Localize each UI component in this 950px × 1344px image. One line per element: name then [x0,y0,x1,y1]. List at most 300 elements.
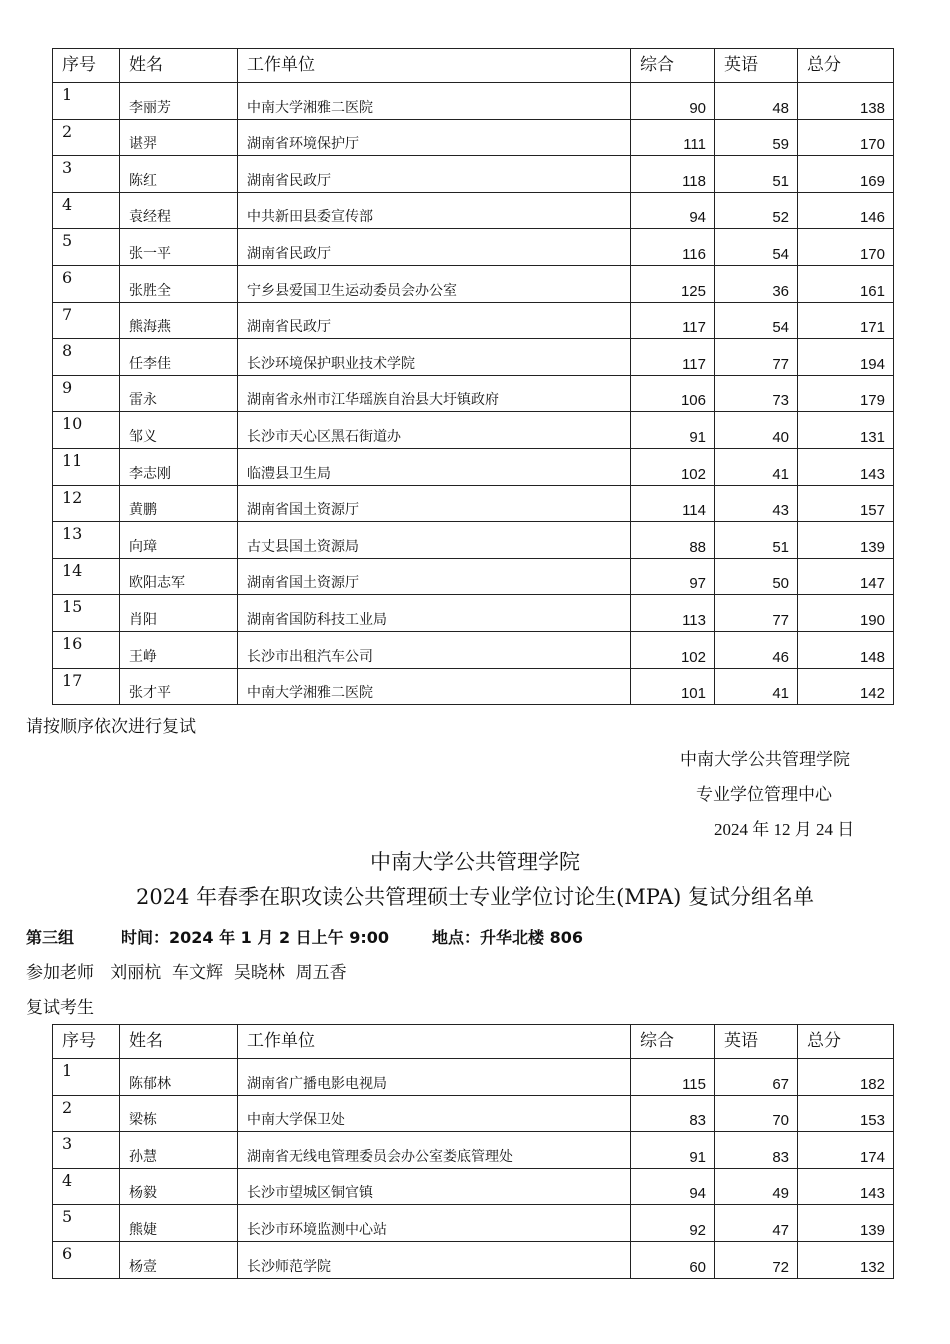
table-row [53,448,894,485]
header-english: 英语 [715,49,798,83]
row-index-cell [53,302,120,339]
row-name-cell [120,1059,238,1096]
row-index-cell [53,229,120,266]
row-english-score-cell [715,1059,798,1096]
row-zonghe-score-cell [631,1095,715,1132]
row-zonghe-score: 114 [682,502,706,520]
row-zonghe-score-cell [631,1168,715,1205]
row-total-score: 148 [859,648,885,666]
row-name-cell [120,595,238,632]
row-zonghe-score: 94 [689,1185,706,1203]
row-index: 5 [62,1207,73,1227]
row-english-score-cell [715,375,798,412]
header-name: 姓名 [120,1025,238,1059]
row-total-score-cell [798,192,894,229]
row-index: 6 [62,1243,73,1263]
row-zonghe-score: 83 [689,1112,706,1130]
row-index-cell [53,1241,120,1278]
row-zonghe-score-cell [631,302,715,339]
row-english-score: 54 [772,319,789,337]
row-name-cell [120,302,238,339]
row-english-score-cell [715,229,798,266]
row-zonghe-score: 90 [689,99,706,117]
row-index: 1 [62,1061,73,1080]
table-row [53,1059,894,1096]
row-unit-cell [238,668,631,705]
row-total-score: 179 [859,392,885,410]
row-name: 杨壹 [129,1258,157,1275]
row-index: 10 [62,414,83,434]
table-row [53,119,894,156]
row-index: 12 [62,487,83,507]
row-index-cell [53,412,120,449]
row-unit: 长沙市望城区铜官镇 [247,1185,373,1202]
row-english-score: 49 [772,1185,789,1203]
row-total-score: 146 [859,209,885,227]
row-name: 杨毅 [129,1185,157,1202]
row-total-score-cell [798,1205,894,1242]
row-zonghe-score: 102 [680,465,706,483]
row-zonghe-score-cell [631,485,715,522]
row-english-score-cell [715,192,798,229]
row-index-cell [53,558,120,595]
row-unit-cell [238,119,631,156]
row-index-cell [53,485,120,522]
row-zonghe-score: 88 [689,538,706,556]
row-index: 11 [62,450,83,470]
row-zonghe-score: 117 [682,355,706,373]
row-name: 欧阳志军 [129,575,185,592]
row-index-cell [53,1168,120,1205]
row-total-score: 132 [859,1258,885,1276]
row-name: 熊海燕 [129,319,171,336]
row-name: 李丽芳 [129,99,171,116]
row-index-cell [53,522,120,559]
row-english-score-cell [715,119,798,156]
row-name-cell [120,339,238,376]
row-name: 谌羿 [129,136,157,153]
row-name: 陈郁林 [129,1075,171,1092]
table-row [53,1205,894,1242]
row-zonghe-score: 91 [689,428,706,446]
row-name: 李志刚 [129,465,171,482]
row-total-score: 157 [859,502,885,520]
row-index-cell [53,1095,120,1132]
row-index: 17 [62,670,83,690]
row-zonghe-score-cell [631,192,715,229]
row-index: 7 [62,304,73,324]
row-index: 14 [62,560,83,580]
header-unit: 工作单位 [238,1025,631,1059]
row-index-cell [53,631,120,668]
score-table-2 [52,1024,894,1279]
row-unit-cell [238,448,631,485]
table-row [53,1132,894,1169]
row-unit: 长沙师范学院 [247,1258,331,1275]
table-row [53,595,894,632]
row-name-cell [120,1132,238,1169]
row-total-score: 194 [859,355,885,373]
row-zonghe-score: 116 [682,245,706,263]
row-unit: 湖南省民政厅 [247,245,331,262]
row-name-cell [120,1095,238,1132]
table-row [53,1168,894,1205]
row-unit: 湖南省永州市江华瑶族自治县大圩镇政府 [247,392,499,409]
row-zonghe-score: 118 [682,172,706,190]
row-total-score-cell [798,1132,894,1169]
row-total-score: 139 [859,538,885,556]
row-zonghe-score-cell [631,668,715,705]
row-english-score-cell [715,1132,798,1169]
table-row [53,1095,894,1132]
row-zonghe-score-cell [631,1059,715,1096]
row-zonghe-score-cell [631,412,715,449]
row-index-cell [53,668,120,705]
row-zonghe-score-cell [631,558,715,595]
row-zonghe-score: 115 [682,1075,706,1093]
row-total-score-cell [798,302,894,339]
row-name-cell [120,631,238,668]
row-index-cell [53,1132,120,1169]
row-unit-cell [238,522,631,559]
row-zonghe-score: 60 [689,1258,706,1276]
row-name: 任李佳 [129,355,171,372]
row-total-score: 143 [859,465,885,483]
row-index: 4 [62,194,73,214]
row-english-score-cell [715,156,798,193]
row-zonghe-score: 113 [682,611,706,629]
row-unit-cell [238,485,631,522]
row-name-cell [120,119,238,156]
row-name: 袁经程 [129,209,171,226]
row-total-score-cell [798,1241,894,1278]
row-total-score-cell [798,156,894,193]
signature-org: 中南大学公共管理学院 [680,750,850,770]
row-total-score-cell [798,375,894,412]
row-unit-cell [238,558,631,595]
row-english-score: 48 [772,99,789,117]
row-name: 肖阳 [129,611,157,628]
row-total-score-cell [798,339,894,376]
row-total-score: 170 [859,136,885,154]
table-row [53,558,894,595]
row-unit: 长沙市出租汽车公司 [247,648,373,665]
row-zonghe-score: 94 [689,209,706,227]
row-index: 8 [62,341,73,361]
row-unit: 湖南省国防科技工业局 [247,611,387,628]
row-name: 熊婕 [129,1221,157,1238]
row-name: 王峥 [129,648,157,665]
row-index: 3 [62,1134,73,1154]
row-index: 13 [62,524,83,544]
row-total-score: 174 [859,1148,885,1166]
row-name: 陈红 [129,172,157,189]
header-total: 总分 [798,1025,894,1059]
table-row [53,265,894,302]
row-english-score: 54 [772,245,789,263]
row-name-cell [120,156,238,193]
row-unit: 临澧县卫生局 [247,465,331,482]
row-total-score-cell [798,229,894,266]
row-index: 2 [62,1097,73,1117]
row-english-score: 51 [772,172,789,190]
row-english-score: 59 [772,136,789,154]
row-total-score-cell [798,668,894,705]
row-index-cell [53,119,120,156]
table-row [53,375,894,412]
row-name-cell [120,1241,238,1278]
group-time: 时间：2024 年 1 月 2 日上午 9:00 [121,928,390,947]
examinees-label: 复试考生 [26,998,94,1018]
row-zonghe-score: 117 [682,319,706,337]
row-unit-cell [238,229,631,266]
row-english-score: 40 [772,428,789,446]
row-unit: 湖南省无线电管理委员会办公室娄底管理处 [247,1148,513,1165]
signature-center: 专业学位管理中心 [696,785,832,805]
row-zonghe-score: 125 [680,282,706,300]
row-english-score: 46 [772,648,789,666]
row-total-score-cell [798,485,894,522]
row-zonghe-score-cell [631,1241,715,1278]
score-table-1 [52,48,894,705]
row-index-cell [53,156,120,193]
row-index-cell [53,595,120,632]
row-total-score: 171 [859,319,885,337]
row-total-score-cell [798,265,894,302]
row-index: 5 [62,231,73,251]
row-index-cell [53,1205,120,1242]
row-index-cell [53,448,120,485]
row-unit-cell [238,631,631,668]
row-english-score: 41 [772,685,789,703]
row-index-cell [53,339,120,376]
row-zonghe-score-cell [631,595,715,632]
row-index: 6 [62,267,73,287]
row-unit-cell [238,1059,631,1096]
row-unit: 中南大学湘雅二医院 [247,99,373,116]
header-zonghe: 综合 [631,49,715,83]
row-name-cell [120,229,238,266]
row-zonghe-score-cell [631,522,715,559]
row-english-score: 41 [772,465,789,483]
row-zonghe-score-cell [631,375,715,412]
row-unit-cell [238,302,631,339]
row-zonghe-score-cell [631,631,715,668]
row-english-score-cell [715,412,798,449]
row-english-score: 52 [772,209,789,227]
row-english-score-cell [715,595,798,632]
row-total-score-cell [798,1168,894,1205]
row-index-cell [53,375,120,412]
row-english-score: 36 [772,282,789,300]
table-header-row [53,1025,894,1059]
row-unit-cell [238,595,631,632]
row-unit: 湖南省国土资源厅 [247,575,359,592]
row-index: 9 [62,377,73,397]
row-zonghe-score: 102 [680,648,706,666]
row-zonghe-score-cell [631,83,715,120]
row-unit-cell [238,375,631,412]
row-english-score: 43 [772,502,789,520]
header-unit: 工作单位 [238,49,631,83]
row-total-score: 170 [859,245,885,263]
table-row [53,631,894,668]
row-total-score-cell [798,83,894,120]
row-unit: 湖南省民政厅 [247,172,331,189]
row-total-score-cell [798,631,894,668]
row-english-score: 47 [772,1221,789,1239]
row-name-cell [120,522,238,559]
row-total-score: 138 [859,99,885,117]
row-english-score-cell [715,265,798,302]
table-header-row [53,49,894,83]
table-row [53,485,894,522]
header-english: 英语 [715,1025,798,1059]
row-english-score: 70 [772,1112,789,1130]
row-unit: 古丈县国土资源局 [247,538,359,555]
row-index-cell [53,265,120,302]
row-index-cell [53,1059,120,1096]
row-unit: 宁乡县爱国卫生运动委员会办公室 [247,282,457,299]
row-english-score-cell [715,631,798,668]
row-unit: 中南大学保卫处 [247,1112,345,1129]
row-english-score-cell [715,448,798,485]
header-index: 序号 [53,49,120,83]
row-zonghe-score: 91 [689,1148,706,1166]
row-zonghe-score-cell [631,156,715,193]
row-name: 梁栋 [129,1112,157,1129]
row-english-score-cell [715,1241,798,1278]
row-name-cell [120,83,238,120]
row-name-cell [120,375,238,412]
row-name-cell [120,668,238,705]
row-total-score: 190 [859,611,885,629]
row-index-cell [53,192,120,229]
row-unit-cell [238,339,631,376]
row-zonghe-score-cell [631,229,715,266]
row-zonghe-score-cell [631,1132,715,1169]
row-total-score-cell [798,448,894,485]
header-total: 总分 [798,49,894,83]
row-index: 1 [62,85,73,104]
row-zonghe-score: 97 [689,575,706,593]
row-index: 16 [62,633,83,653]
row-total-score-cell [798,1095,894,1132]
group-place: 地点：升华北楼 806 [432,928,583,947]
header-name: 姓名 [120,49,238,83]
table-row [53,412,894,449]
row-unit: 长沙环境保护职业技术学院 [247,355,415,372]
row-total-score-cell [798,595,894,632]
row-name: 黄鹏 [129,502,157,519]
row-unit-cell [238,1205,631,1242]
row-english-score-cell [715,485,798,522]
table-row [53,192,894,229]
row-unit-cell [238,1241,631,1278]
row-unit: 湖南省广播电影电视局 [247,1075,387,1092]
row-english-score: 83 [772,1148,789,1166]
row-unit-cell [238,156,631,193]
row-index-cell [53,83,120,120]
row-unit: 长沙市天心区黑石街道办 [247,428,401,445]
row-unit: 中共新田县委宣传部 [247,209,373,226]
row-name-cell [120,265,238,302]
row-zonghe-score: 111 [683,136,706,154]
table-row [53,522,894,559]
row-english-score-cell [715,302,798,339]
row-english-score: 51 [772,538,789,556]
row-english-score: 77 [772,355,789,373]
doc-title-main: 2024 年春季在职攻读公共管理硕士专业学位讨论生(MPA) 复试分组名单 [135,885,815,909]
row-name-cell [120,1168,238,1205]
row-total-score: 169 [859,172,885,190]
row-total-score-cell [798,412,894,449]
row-english-score-cell [715,1205,798,1242]
row-unit: 湖南省环境保护厅 [247,136,359,153]
table-row [53,339,894,376]
row-name-cell [120,192,238,229]
row-english-score-cell [715,83,798,120]
row-name-cell [120,448,238,485]
table-row [53,1241,894,1278]
row-name-cell [120,1205,238,1242]
header-zonghe: 综合 [631,1025,715,1059]
row-unit-cell [238,83,631,120]
row-english-score-cell [715,1168,798,1205]
row-name: 孙慧 [129,1148,157,1165]
row-name-cell [120,412,238,449]
row-zonghe-score: 106 [680,392,706,410]
row-total-score: 161 [859,282,885,300]
row-total-score: 131 [859,428,885,446]
row-index: 4 [62,1170,73,1190]
group-name: 第三组 [26,928,75,947]
participating-teachers: 参加老师 刘丽杭 车文辉 吴晓林 周五香 [26,963,347,983]
row-english-score-cell [715,558,798,595]
row-total-score: 153 [859,1112,885,1130]
row-english-score: 73 [772,392,789,410]
row-unit-cell [238,265,631,302]
row-zonghe-score-cell [631,448,715,485]
row-unit-cell [238,192,631,229]
row-english-score-cell [715,339,798,376]
row-total-score-cell [798,1059,894,1096]
row-total-score-cell [798,558,894,595]
doc-title-org: 中南大学公共管理学院 [370,850,580,874]
table-row [53,302,894,339]
row-zonghe-score-cell [631,1205,715,1242]
row-index: 3 [62,158,73,178]
row-total-score: 143 [859,1185,885,1203]
table-row [53,229,894,266]
order-note: 请按顺序依次进行复试 [26,717,196,737]
row-total-score: 142 [859,685,885,703]
row-zonghe-score-cell [631,119,715,156]
row-unit-cell [238,1132,631,1169]
row-english-score-cell [715,668,798,705]
row-name: 张一平 [129,245,171,262]
row-english-score-cell [715,522,798,559]
row-english-score: 50 [772,575,789,593]
header-index: 序号 [53,1025,120,1059]
row-name: 张才平 [129,685,171,702]
row-unit: 湖南省国土资源厅 [247,502,359,519]
row-name-cell [120,558,238,595]
row-name: 邹义 [129,428,157,445]
row-zonghe-score-cell [631,339,715,376]
row-english-score: 72 [772,1258,789,1276]
row-english-score-cell [715,1095,798,1132]
